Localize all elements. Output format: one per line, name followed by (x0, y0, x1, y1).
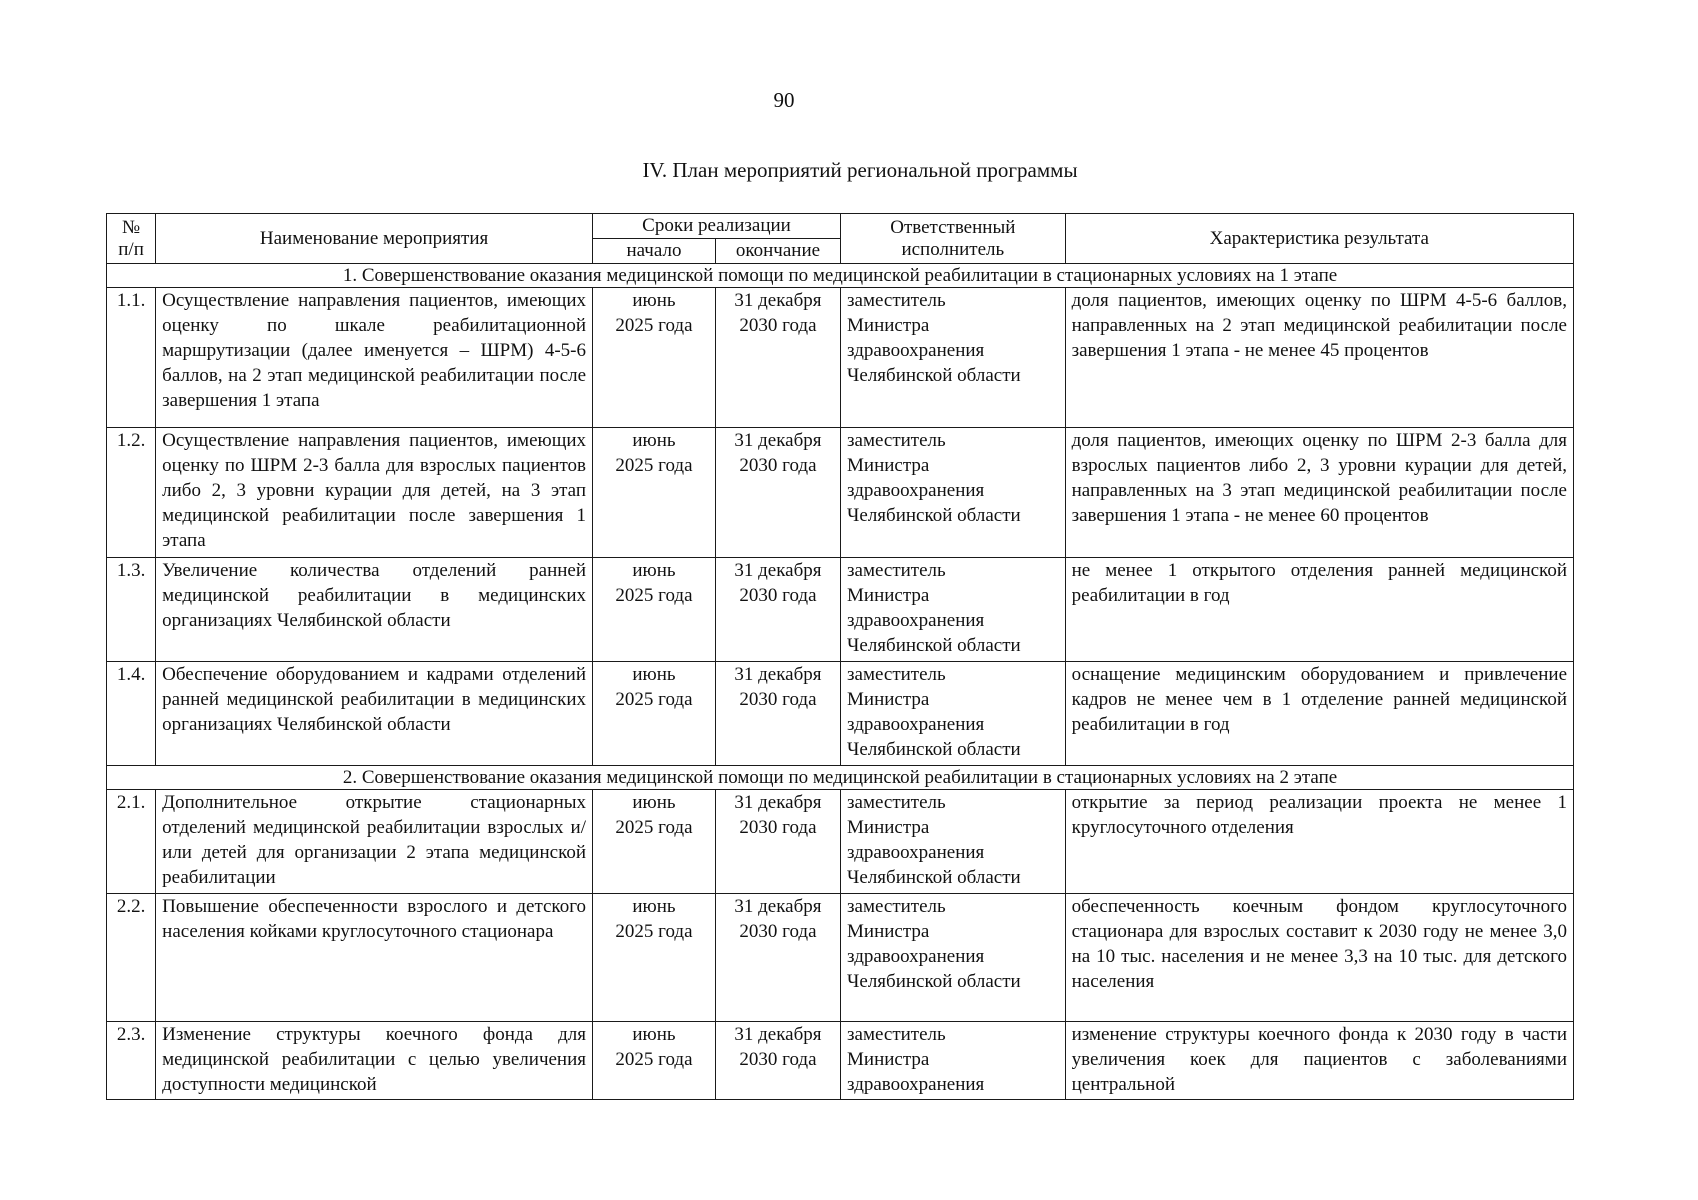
section-row (107, 766, 1574, 790)
table-header-row (107, 214, 1574, 239)
header-responsible: Ответственный исполнитель (841, 214, 1066, 264)
row-number: 2.3. (107, 1022, 156, 1100)
section-1-title: 1. Совершенствование оказания медицинской помощи по медицинской реабилитации в стационарных условиях на 1 этапе (107, 264, 1574, 288)
table-row (107, 288, 1574, 428)
activity-name: Осуществление направления пациентов, имеющих оценку по шкале реабилитационной маршрутизации (далее именуется – ШРМ) 4-5-6 баллов, на 2 этап медицинской реабилитации после завершения 1 этапа (156, 288, 593, 428)
section-row (107, 264, 1574, 288)
start-date: июнь 2025 года (593, 558, 716, 662)
table-row (107, 894, 1574, 1022)
responsible: заместитель Министра здравоохранения Челябинской области (841, 662, 1066, 766)
section-2-title: 2. Совершенствование оказания медицинской помощи по медицинской реабилитации в стационарных условиях на 2 этапе (107, 766, 1574, 790)
activity-name: Дополнительное открытие стационарных отделений медицинской реабилитации взрослых и/или детей для организации 2 этапа медицинской реабилитации (156, 790, 593, 894)
header-number: № п/п (107, 214, 156, 264)
activity-name: Повышение обеспеченности взрослого и детского населения койками круглосуточного стационара (156, 894, 593, 1022)
row-number: 2.2. (107, 894, 156, 1022)
result-description: оснащение медицинским оборудованием и привлечение кадров не менее чем в 1 отделение ранней медицинской реабилитации в год (1065, 662, 1573, 766)
end-date: 31 декабря 2030 года (715, 1022, 840, 1100)
responsible: заместитель Министра здравоохранения Челябинской области (841, 894, 1066, 1022)
result-description: открытие за период реализации проекта не менее 1 круглосуточного отделения (1065, 790, 1573, 894)
row-number: 1.4. (107, 662, 156, 766)
start-date: июнь 2025 года (593, 894, 716, 1022)
activity-name: Осуществление направления пациентов, имеющих оценку по ШРМ 2-3 балла для взрослых пациентов либо 2, 3 уровни курации для детей, на 3 этап медицинской реабилитации после завершения 1 этапа (156, 428, 593, 558)
start-date: июнь 2025 года (593, 428, 716, 558)
row-number: 1.3. (107, 558, 156, 662)
page-number: 90 (773, 88, 795, 112)
row-number: 1.1. (107, 288, 156, 428)
result-description: доля пациентов, имеющих оценку по ШРМ 4-5-6 баллов, направленных на 2 этап медицинской реабилитации после завершения 1 этапа - не менее 45 процентов (1065, 288, 1573, 428)
action-plan-table (106, 213, 1574, 1100)
responsible: заместитель Министра здравоохранения (841, 1022, 1066, 1100)
header-start: начало (593, 239, 716, 264)
responsible: заместитель Министра здравоохранения Челябинской области (841, 558, 1066, 662)
responsible: заместитель Министра здравоохранения Челябинской области (841, 428, 1066, 558)
table-row (107, 558, 1574, 662)
result-description: доля пациентов, имеющих оценку по ШРМ 2-3 балла для взрослых пациентов либо 2, 3 уровни курации для детей, направленных на 3 этап медицинской реабилитации после завершения 1 этапа - не менее 60 процентов (1065, 428, 1573, 558)
activity-name: Изменение структуры коечного фонда для медицинской реабилитации с целью увеличения доступности медицинской (156, 1022, 593, 1100)
end-date: 31 декабря 2030 года (715, 894, 840, 1022)
result-description: не менее 1 открытого отделения ранней медицинской реабилитации в год (1065, 558, 1573, 662)
header-implementation-terms: Сроки реализации (593, 214, 841, 239)
end-date: 31 декабря 2030 года (715, 558, 840, 662)
result-description: изменение структуры коечного фонда к 2030 году в части увеличения коек для пациентов с заболеваниями центральной (1065, 1022, 1573, 1100)
end-date: 31 декабря 2030 года (715, 288, 840, 428)
responsible: заместитель Министра здравоохранения Челябинской области (841, 790, 1066, 894)
responsible: заместитель Министра здравоохранения Челябинской области (841, 288, 1066, 428)
row-number: 2.1. (107, 790, 156, 894)
start-date: июнь 2025 года (593, 662, 716, 766)
header-result: Характеристика результата (1065, 214, 1573, 264)
end-date: 31 декабря 2030 года (715, 662, 840, 766)
start-date: июнь 2025 года (593, 288, 716, 428)
activity-name: Увеличение количества отделений ранней медицинской реабилитации в медицинских организациях Челябинской области (156, 558, 593, 662)
activity-name: Обеспечение оборудованием и кадрами отделений ранней медицинской реабилитации в медицинских организациях Челябинской области (156, 662, 593, 766)
page-title: IV. План мероприятий региональной программы (642, 158, 1078, 182)
header-end: окончание (715, 239, 840, 264)
start-date: июнь 2025 года (593, 1022, 716, 1100)
table-row (107, 1022, 1574, 1100)
end-date: 31 декабря 2030 года (715, 790, 840, 894)
table-row (107, 428, 1574, 558)
table-row (107, 790, 1574, 894)
table-row (107, 662, 1574, 766)
start-date: июнь 2025 года (593, 790, 716, 894)
result-description: обеспеченность коечным фондом круглосуточного стационара для взрослых составит к 2030 году не менее 3,0 на 10 тыс. населения и не менее 3,3 на 10 тыс. для детского населения (1065, 894, 1573, 1022)
row-number: 1.2. (107, 428, 156, 558)
header-activity-name: Наименование мероприятия (156, 214, 593, 264)
end-date: 31 декабря 2030 года (715, 428, 840, 558)
